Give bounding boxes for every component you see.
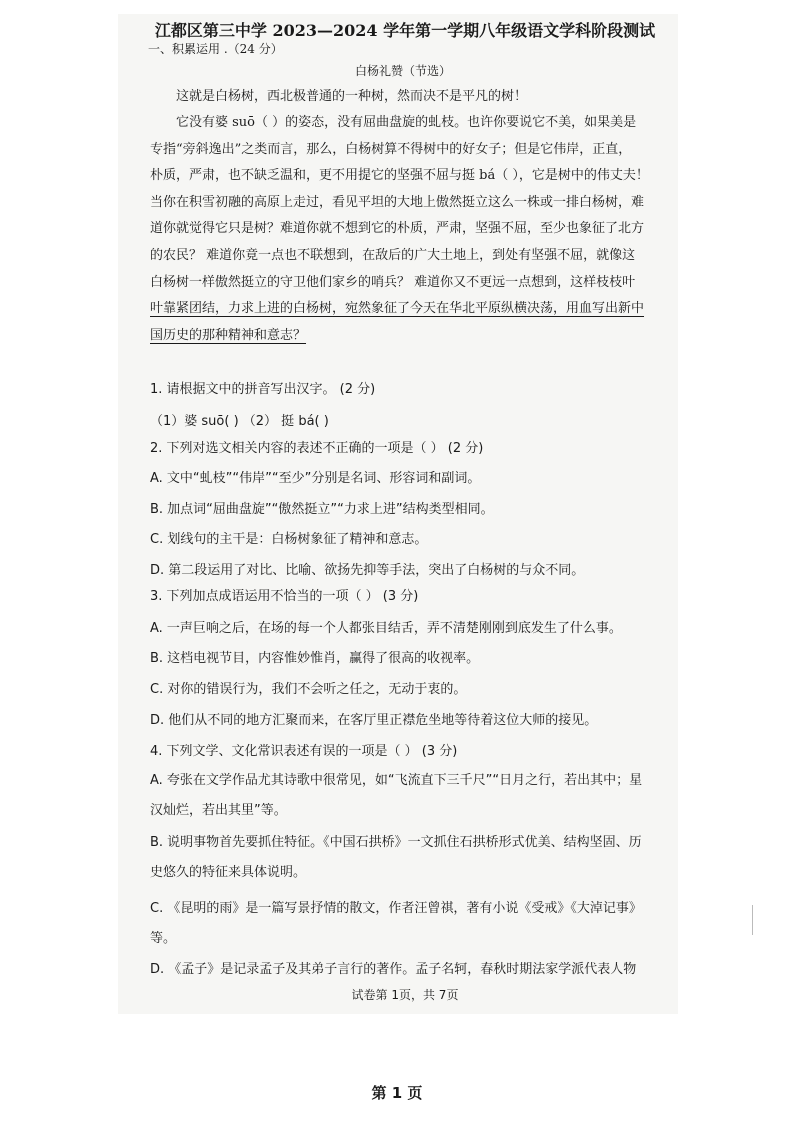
underlined-line: 国历史的那种精神和意志？ bbox=[150, 327, 307, 343]
question-3-option-c: C. 对你的错误行为，我们不会听之任之，无动于衷的。 bbox=[150, 682, 467, 697]
question-4-option-b: B. 说明事物首先要抓住特征。《中国石拱桥》一文抓住石拱桥形式优美、结构坚固、历史悠久的特征来具体说明。 bbox=[150, 835, 642, 880]
question-4-option-d: D. 《孟子》是记录孟子及其弟子言行的著作。孟子名轲，春秋时期法家学派代表人物 bbox=[150, 962, 637, 977]
passage-line: 这就是白杨树，西北极普通的一种树，然而决不是平凡的树！ bbox=[176, 89, 528, 104]
margin-mark bbox=[752, 905, 753, 935]
question-3: 3. 下列加点成语运用不恰当的一项（ ） (3 分) bbox=[150, 589, 419, 604]
passage-line: 白杨树一样傲然挺立的守卫他们家乡的哨兵？ 难道你又不更远一点想到，这样枝枝叶 bbox=[150, 274, 636, 290]
exam-title: 江都区第三中学 2023—2024 学年第一学期八年级语文学科阶段测试 bbox=[154, 21, 656, 40]
passage-line: 朴质，严肃，也不缺乏温和，更不用提它的坚强不屈与挺 bá（ ），它是树中的伟丈夫！ bbox=[150, 168, 649, 184]
question-4-option-a: A. 夸张在文学作品尤其诗歌中很常见，如“飞流直下三千尺”“日月之行，若出其中；星汉灿烂，若出其里”等。 bbox=[150, 773, 643, 818]
underlined-line: 叶靠紧团结，力求上进的白杨树，宛然象征了今天在华北平原纵横决荡，用血写出新中 bbox=[150, 301, 645, 317]
passage-line: 专指“旁斜逸出”之类而言，那么，白杨树算不得树中的好女子；但是它伟岸，正直， bbox=[150, 141, 632, 157]
sheet-page-info: 试卷第 1页，共 7页 bbox=[351, 988, 459, 1002]
question-1: 1. 请根据文中的拼音写出汉字。 (2 分) bbox=[150, 382, 376, 397]
passage-paragraph-2 bbox=[150, 110, 650, 349]
page-number: 第 1 页 bbox=[371, 1084, 423, 1102]
question-2-option-d: D. 第二段运用了对比、比喻、欲扬先抑等手法，突出了白杨树的与众不同。 bbox=[150, 563, 585, 578]
question-2-option-b: B. 加点词“屈曲盘旋”“傲然挺立”“力求上进”结构类型相同。 bbox=[150, 502, 494, 517]
question-2-option-a: A. 文中“虬枝”“伟岸”“至少”分别是名词、形容词和副词。 bbox=[150, 471, 481, 486]
question-3-option-d: D. 他们从不同的地方汇聚而来，在客厅里正襟危坐地等待着这位大师的接见。 bbox=[150, 713, 598, 728]
passage-line: 道你就觉得它只是树？难道你就不想到它的朴质，严肃，坚强不屈，至少也象征了北方 bbox=[150, 221, 645, 237]
question-4: 4. 下列文学、文化常识表述有误的一项是（ ） (3 分) bbox=[150, 744, 458, 759]
passage-title: 白杨礼赞（节选） bbox=[354, 64, 451, 78]
question-3-option-a: A. 一声巨响之后，在场的每一个人都张目结舌，弄不清楚刚刚到底发生了什么事。 bbox=[150, 621, 622, 636]
passage-line: 的农民？ 难道你竟一点也不联想到，在敌后的广大土地上，到处有坚强不屈，就像这 bbox=[150, 247, 636, 263]
question-1-items: （1）婆 suō( ) （2） 挺 bá( ) bbox=[150, 414, 329, 429]
question-3-option-b: B. 这档电视节目，内容惟妙惟肖，赢得了很高的收视率。 bbox=[150, 651, 480, 666]
passage-paragraph-1 bbox=[150, 84, 650, 111]
question-2: 2. 下列对选文相关内容的表述不正确的一项是（ ） (2 分) bbox=[150, 441, 484, 456]
section-heading: 一、积累运用 .（24 分） bbox=[148, 42, 283, 56]
passage-line: 当你在积雪初融的高原上走过，看见平坦的大地上傲然挺立这么一株或一排白杨树，难 bbox=[150, 194, 645, 210]
passage-line: 它没有婆 suō（ ）的姿态，没有屈曲盘旋的虬枝。也许你要说它不美，如果美是 bbox=[176, 115, 637, 130]
question-2-option-c: C. 划线句的主干是：白杨树象征了精神和意志。 bbox=[150, 532, 428, 547]
question-4-option-c: C. 《昆明的雨》是一篇写景抒情的散文，作者汪曾祺，著有小说《受戒》《大淖记事》等。 bbox=[150, 901, 642, 946]
